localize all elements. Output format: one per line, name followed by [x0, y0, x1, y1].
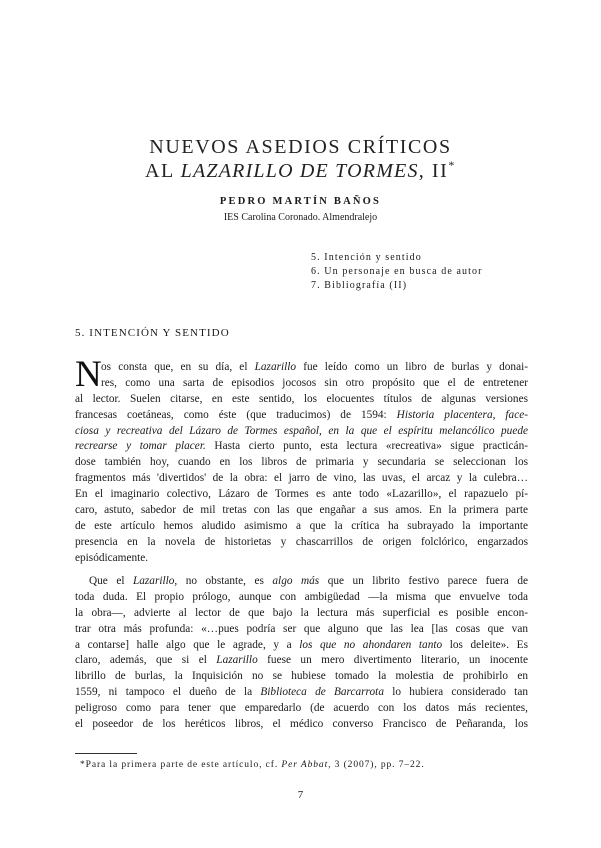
author-name: PEDRO MARTÍN BAÑOS	[219, 196, 382, 207]
text-line: a contarse] halle algo que le agrade, y a los que no ahondaren tanto los deleite». Es	[75, 638, 528, 651]
text-line: trar otra más profunda: «…pues podría ser que alguno que las lea [las cosas que van	[75, 622, 528, 635]
toc-item: 6. Un personaje en busca de autor	[311, 266, 483, 277]
text-line: peligroso como para tener que emparedarlo (de acuerdo con los datos más recientes,	[75, 702, 528, 715]
text-line: el poseedor de los heréticos libros, el médico converso Francisco de Peñaranda, los	[75, 718, 528, 731]
article-title-line-2: AL LAZARILLO DE TORMES, II*	[144, 158, 457, 182]
author-affiliation: IES Carolina Coronado. Almendralejo	[223, 212, 378, 223]
text-line: fragmentos más 'divertidos' de la obra: el jarro de vino, las uvas, el arcaz y la culebra…	[75, 472, 528, 485]
footnote: *Para la primera parte de este artículo, cf. Per Abbat, 3 (2007), pp. 7–22.	[80, 760, 425, 770]
text-line: ciosa y recreativa del Lázaro de Tormes español, en la que el espíritu melancólico puede	[75, 424, 528, 437]
title-italic-work: LAZARILLO DE TORMES	[180, 160, 419, 182]
text-line: al lector. Suelen citarse, en este sentido, los elocuentes títulos de algunas versiones	[75, 392, 528, 405]
text-line: episódicamente.	[75, 551, 149, 564]
text-line: Que el Lazarillo, no obstante, es algo más que un librito festivo parece fuera de	[89, 575, 528, 587]
text-line: librillo de burlas, la Inquisición no se hubiese tomado la molestia de prohibirlo en	[75, 670, 528, 683]
text-line: 1559, ni tampoco el dueño de la Biblioteca de Barcarrota lo hubiera considerado tan	[75, 686, 528, 699]
toc-item: 7. Bibliografía (II)	[311, 280, 408, 291]
article-title-line-1: NUEVOS ASEDIOS CRÍTICOS	[149, 136, 452, 158]
title-footnote-mark: *	[448, 158, 457, 172]
toc-item: 5. Intención y sentido	[311, 252, 422, 263]
text-line: dose también hoy, cuando en los libros de primaria y secundaria se seleccionan los	[75, 456, 528, 469]
text-line: res, como una sarta de episodios jocosos sin otro propósito que el de entretener	[101, 376, 528, 389]
text-line: la obra—, advierte al lector de que bajo la lectura más superficial es posible encon-	[75, 606, 528, 619]
text-line: caro, astuto, sabedor de mil tretas con las que engañar a sus amos. En la primera parte	[75, 504, 528, 517]
text-line: os consta que, en su día, el Lazarillo fue leído como un libro de burlas y donai-	[101, 361, 528, 373]
text-line: toda duda. El propio prólogo, aunque con ambigüedad —la misma que envuelve toda	[75, 590, 528, 603]
section-contents-list	[311, 251, 483, 293]
page-number: 7	[297, 789, 304, 801]
text-line: presencia en la novela de historietas y chascarrillos de origen folclórico, engarzados	[75, 535, 528, 548]
paragraph-2	[75, 574, 528, 733]
text-line: claro, además, que si el Lazarillo fuese un mero divertimento literario, un inocente	[75, 654, 528, 667]
section-heading: 5. INTENCIÓN Y SENTIDO	[75, 327, 230, 339]
drop-cap: N	[75, 354, 102, 395]
text-line: francesas coetáneas, como éste (que traducimos) de 1594: Historia placentera, face-	[75, 408, 528, 421]
footnote-separator	[75, 753, 137, 754]
text-line: En el imaginario colectivo, Lázaro de Tormes es ante todo «Lazarillo», el rapazuelo pí-	[75, 488, 528, 501]
paragraph-1	[75, 360, 528, 567]
text-line: recrearse y tomar placer. Hasta cierto punto, esta lectura «recreativa» sigue practicán-	[75, 440, 528, 453]
text-line: de este artículo hemos aludido asimismo a que la crítica ha subrayado la importante	[75, 519, 528, 532]
